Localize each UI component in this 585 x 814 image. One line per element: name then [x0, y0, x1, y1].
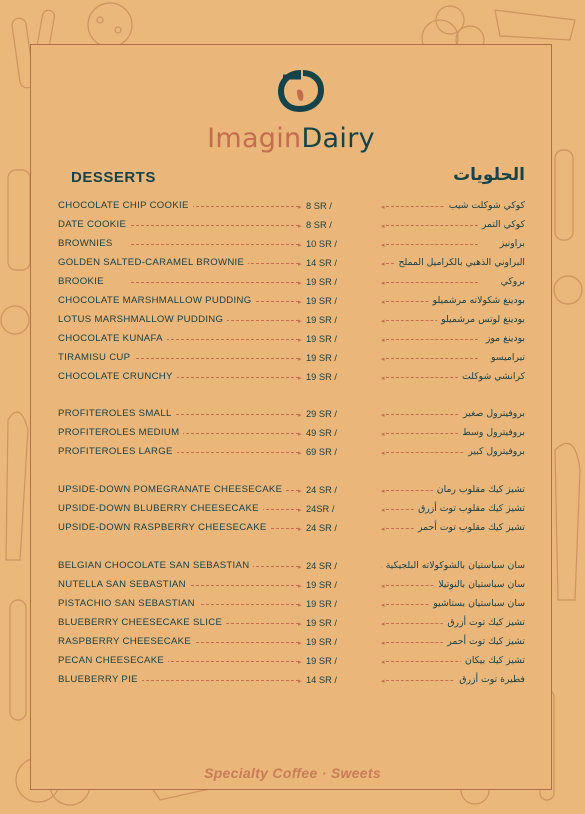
menu-item-row	[31, 219, 551, 235]
item-name-ar: بروفيترول كبير	[464, 445, 525, 458]
item-name-en: PROFITEROLES MEDIUM	[58, 427, 183, 439]
item-price: 19 SR /	[303, 579, 340, 591]
leader-line	[386, 339, 478, 340]
item-name-ar: بودينغ لوتس مرشميلو	[437, 313, 525, 326]
item-name-en: LOTUS MARSHMALLOW PUDDING	[58, 314, 227, 326]
item-name-en: CHOCOLATE CHIP COOKIE	[58, 200, 193, 212]
leader-line	[386, 282, 478, 283]
item-price: 49 SR /	[303, 427, 340, 439]
leader-arrow-icon: ▸	[298, 563, 302, 571]
leader-arrow-icon: ▸	[298, 222, 302, 230]
item-name-ar: تشيز كيك توت أحمر	[443, 635, 525, 648]
logo-mark-icon	[277, 69, 325, 113]
menu-item-row	[31, 200, 551, 216]
leader-line	[386, 244, 478, 245]
leader-arrow-icon: ◂	[381, 620, 385, 628]
item-name-en: GOLDEN SALTED-CARAMEL BROWNIE	[58, 257, 248, 269]
leader-arrow-icon: ▸	[298, 260, 302, 268]
menu-item-row	[31, 295, 551, 311]
leader-arrow-icon: ▸	[298, 620, 302, 628]
menu-item-row	[31, 579, 551, 595]
leader-arrow-icon: ▸	[298, 639, 302, 647]
leader-arrow-icon: ◂	[381, 506, 385, 514]
menu-item-row	[31, 655, 551, 671]
leader-arrow-icon: ◂	[381, 487, 385, 495]
item-name-ar: سان سباستيان بالنوتيلا	[434, 578, 525, 591]
item-price: 24 SR /	[303, 522, 340, 534]
menu-item-row	[31, 276, 551, 292]
menu-item-row	[31, 617, 551, 633]
leader-arrow-icon: ◂	[381, 639, 385, 647]
item-name-en: UPSIDE-DOWN POMEGRANATE CHEESECAKE	[58, 484, 286, 496]
item-name-ar: بروكي	[497, 275, 525, 288]
item-price: 8 SR /	[303, 200, 335, 212]
item-price: 19 SR /	[303, 295, 340, 307]
leader-arrow-icon: ◂	[381, 449, 385, 457]
menu-item-row	[31, 333, 551, 349]
item-name-en: UPSIDE-DOWN BLUBERRY CHEESECAKE	[58, 503, 263, 515]
item-name-en: CHOCOLATE MARSHMALLOW PUDDING	[58, 295, 256, 307]
leader-arrow-icon: ◂	[381, 374, 385, 382]
leader-line	[131, 244, 299, 245]
leader-arrow-icon: ◂	[381, 430, 385, 438]
brand-name-part2: Dairy	[301, 123, 375, 154]
item-price: 14 SR /	[303, 257, 340, 269]
item-name-ar: سان سباستيان بالشوكولاته البلجيكية	[382, 559, 525, 572]
leader-line	[386, 358, 478, 359]
footer-tagline: Specialty Coffee · Sweets	[204, 765, 381, 781]
item-name-en: NUTELLA SAN SEBASTIAN	[58, 579, 190, 591]
leader-arrow-icon: ▸	[298, 525, 302, 533]
leader-arrow-icon: ▸	[298, 449, 302, 457]
leader-arrow-icon: ▸	[298, 430, 302, 438]
item-name-ar: بودينغ موز	[482, 332, 525, 345]
section-heading-ar: الحلويات	[453, 165, 525, 185]
menu-item-row	[31, 257, 551, 273]
leader-arrow-icon: ▸	[298, 487, 302, 495]
item-name-en: PROFITEROLES SMALL	[58, 408, 176, 420]
leader-line	[386, 225, 478, 226]
leader-arrow-icon: ◂	[381, 582, 385, 590]
menu-item-row	[31, 427, 551, 443]
item-name-en: PECAN CHEESECAKE	[58, 655, 168, 667]
menu-item-row	[31, 560, 551, 576]
leader-arrow-icon: ▸	[298, 677, 302, 685]
menu-item-row	[31, 636, 551, 652]
item-price: 19 SR /	[303, 617, 340, 629]
menu-item-row	[31, 674, 551, 690]
item-name-ar: كوكي التمر	[478, 218, 525, 231]
item-price: 19 SR /	[303, 371, 340, 383]
leader-line	[131, 680, 299, 681]
item-name-en: CHOCOLATE CRUNCHY	[58, 371, 177, 383]
leader-arrow-icon: ◂	[381, 525, 385, 533]
item-name-ar: البراوني الذهبي بالكراميل المملح	[394, 256, 525, 269]
menu-item-row	[31, 314, 551, 330]
leader-line	[131, 225, 299, 226]
leader-line	[131, 358, 299, 359]
item-name-en: UPSIDE-DOWN RASPBERRY CHEESECAKE	[58, 522, 271, 534]
menu-item-row	[31, 522, 551, 538]
leader-arrow-icon: ▸	[298, 241, 302, 249]
leader-arrow-icon: ▸	[298, 355, 302, 363]
section-heading-en: DESSERTS	[71, 169, 156, 186]
leader-arrow-icon: ◂	[381, 298, 385, 306]
leader-line	[131, 282, 299, 283]
leader-arrow-icon: ◂	[381, 222, 385, 230]
menu-item-row	[31, 598, 551, 614]
item-name-ar: تشيز كيك بيكان	[461, 654, 525, 667]
menu-card	[30, 44, 552, 790]
item-price: 19 SR /	[303, 598, 340, 610]
leader-arrow-icon: ▸	[298, 601, 302, 609]
item-name-ar: تشيز كيك مقلوب توت أزرق	[414, 502, 525, 515]
item-name-ar: تشيز كيك مقلوب توت أحمر	[414, 521, 525, 534]
leader-arrow-icon: ◂	[381, 241, 385, 249]
leader-arrow-icon: ▸	[298, 298, 302, 306]
item-price: 24SR /	[303, 503, 337, 515]
item-price: 19 SR /	[303, 276, 340, 288]
item-name-ar: فطيرة توت أزرق	[455, 673, 525, 686]
leader-arrow-icon: ◂	[381, 203, 385, 211]
item-price: 19 SR /	[303, 333, 340, 345]
item-name-en: BELGIAN CHOCOLATE SAN SEBASTIAN	[58, 560, 253, 572]
item-name-en: BLUEBERRY PIE	[58, 674, 142, 686]
leader-arrow-icon: ◂	[381, 336, 385, 344]
item-name-ar: كوكي شوكلت شيب	[445, 199, 525, 212]
leader-arrow-icon: ◂	[381, 677, 385, 685]
leader-arrow-icon: ▸	[298, 658, 302, 666]
item-name-en: RASPBERRY CHEESECAKE	[58, 636, 195, 648]
item-name-en: CHOCOLATE KUNAFA	[58, 333, 167, 345]
item-name-ar: تشيز كيك توت أزرق	[443, 616, 525, 629]
menu-item-row	[31, 446, 551, 462]
item-price: 19 SR /	[303, 636, 340, 648]
item-name-en: BROWNIES	[58, 238, 117, 250]
leader-arrow-icon: ▸	[298, 411, 302, 419]
menu-item-row	[31, 238, 551, 254]
item-price: 29 SR /	[303, 408, 340, 420]
item-name-en: PISTACHIO SAN SEBASTIAN	[58, 598, 199, 610]
item-price: 24 SR /	[303, 560, 340, 572]
leader-arrow-icon: ◂	[381, 279, 385, 287]
item-name-ar: بروفيترول صغير	[459, 407, 525, 420]
item-price: 19 SR /	[303, 352, 340, 364]
leader-arrow-icon: ◂	[381, 317, 385, 325]
leader-arrow-icon: ▸	[298, 506, 302, 514]
leader-arrow-icon: ▸	[298, 203, 302, 211]
menu-item-row	[31, 503, 551, 519]
brand-name	[31, 123, 551, 154]
leader-arrow-icon: ◂	[381, 260, 385, 268]
menu-item-row	[31, 484, 551, 500]
item-name-en: PROFITEROLES LARGE	[58, 446, 177, 458]
leader-arrow-icon: ◂	[381, 658, 385, 666]
brand-logo	[31, 69, 551, 179]
brand-name-part1: Imagin	[207, 123, 302, 154]
item-name-ar: كرانشي شوكلت	[458, 370, 525, 383]
item-name-en: DATE COOKIE	[58, 219, 130, 231]
leader-arrow-icon: ▸	[298, 582, 302, 590]
menu-item-row	[31, 352, 551, 368]
menu-item-row	[31, 408, 551, 424]
leader-arrow-icon: ◂	[381, 355, 385, 363]
menu-item-row	[31, 371, 551, 387]
item-name-ar: تشيز كيك مقلوب رمان	[433, 483, 525, 496]
item-price: 19 SR /	[303, 314, 340, 326]
leader-arrow-icon: ▸	[298, 336, 302, 344]
leader-arrow-icon: ▸	[298, 279, 302, 287]
item-price: 10 SR /	[303, 238, 340, 250]
item-name-en: TIRAMISU CUP	[58, 352, 134, 364]
item-name-ar: بروفيترول وسط	[458, 426, 525, 439]
item-name-en: BROOKIE	[58, 276, 108, 288]
item-price: 8 SR /	[303, 219, 335, 231]
item-name-ar: براونيز	[496, 237, 525, 250]
item-name-en: BLUEBERRY CHEESECAKE SLICE	[58, 617, 226, 629]
item-name-ar: سان سباستيان بستاشيو	[429, 597, 525, 610]
leader-arrow-icon: ◂	[381, 601, 385, 609]
leader-arrow-icon: ◂	[381, 411, 385, 419]
item-price: 69 SR /	[303, 446, 340, 458]
item-price: 14 SR /	[303, 674, 340, 686]
leader-arrow-icon: ▸	[298, 374, 302, 382]
item-price: 24 SR /	[303, 484, 340, 496]
item-name-ar: تيراميسو	[487, 351, 525, 364]
item-name-ar: بودينغ شكولاته مرشميلو	[429, 294, 525, 307]
item-price: 19 SR /	[303, 655, 340, 667]
leader-arrow-icon: ▸	[298, 317, 302, 325]
